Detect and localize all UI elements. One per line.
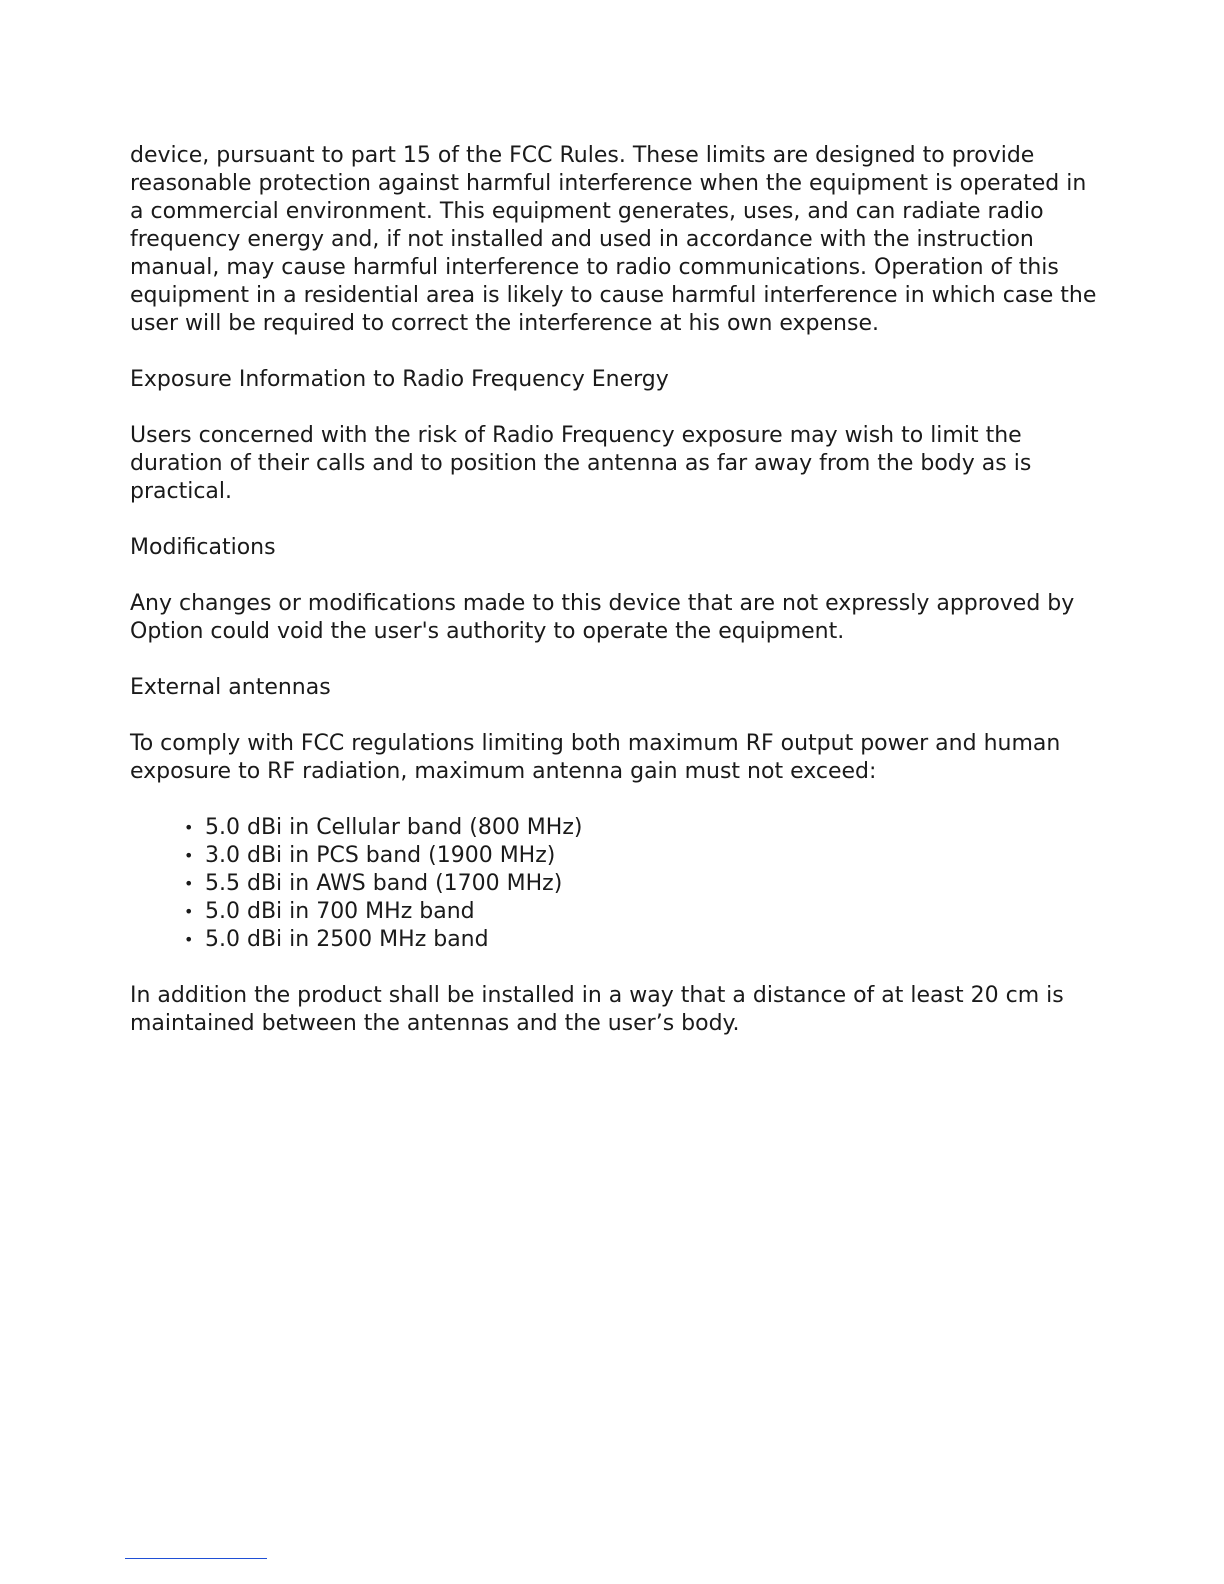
bullet-icon: • (184, 818, 194, 837)
text-line: device, pursuant to part 15 of the FCC Rules. These limits are designed to provide (130, 143, 1035, 168)
text-line: Users concerned with the risk of Radio Frequency exposure may wish to limit the (130, 423, 1022, 448)
external-antennas-paragraph (130, 730, 1090, 786)
text-line: maintained between the antennas and the user’s body. (130, 1011, 740, 1036)
text-line: frequency energy and, if not installed and used in accordance with the instruction (130, 227, 1034, 252)
text-line: To comply with FCC regulations limiting both maximum RF output power and human (130, 731, 1061, 756)
exposure-paragraph (130, 422, 1090, 506)
text-line: reasonable protection against harmful interference when the equipment is operated in (130, 171, 1087, 196)
text-line: practical. (130, 479, 233, 504)
installation-distance-paragraph (130, 982, 1090, 1038)
footnote-divider (125, 1558, 267, 1559)
list-item-text: 5.0 dBi in Cellular band (800 MHz) (205, 815, 583, 840)
antenna-gain-list (130, 814, 1090, 954)
text-line: exposure to RF radiation, maximum antenna gain must not exceed: (130, 759, 877, 784)
text-line: duration of their calls and to position the antenna as far away from the body as is (130, 451, 1032, 476)
list-item-text: 5.5 dBi in AWS band (1700 MHz) (205, 871, 563, 896)
list-item (184, 926, 1090, 954)
external-antennas-heading: External antennas (130, 675, 331, 700)
list-item (184, 870, 1090, 898)
modifications-heading: Modifications (130, 535, 276, 560)
bullet-icon: • (184, 874, 194, 893)
list-item (184, 814, 1090, 842)
text-line: equipment in a residential area is likely to cause harmful interference in which case the (130, 283, 1097, 308)
list-item-text: 3.0 dBi in PCS band (1900 MHz) (205, 843, 556, 868)
bullet-icon: • (184, 930, 194, 949)
intro-paragraph (130, 142, 1097, 338)
text-line: In addition the product shall be installed in a way that a distance of at least 20 cm is (130, 983, 1064, 1008)
bullet-icon: • (184, 902, 194, 921)
exposure-heading: Exposure Information to Radio Frequency Energy (130, 367, 669, 392)
list-item-text: 5.0 dBi in 2500 MHz band (205, 927, 489, 952)
text-line: user will be required to correct the interference at his own expense. (130, 311, 879, 336)
bullet-icon: • (184, 846, 194, 865)
list-item (184, 842, 1090, 870)
text-line: Option could void the user's authority to operate the equipment. (130, 619, 845, 644)
text-line: manual, may cause harmful interference to radio communications. Operation of this (130, 255, 1059, 280)
modifications-paragraph (130, 590, 1090, 646)
list-item (184, 898, 1090, 926)
list-item-text: 5.0 dBi in 700 MHz band (205, 899, 475, 924)
text-line: Any changes or modifications made to this device that are not expressly approved by (130, 591, 1075, 616)
text-line: a commercial environment. This equipment generates, uses, and can radiate radio (130, 199, 1044, 224)
document-body (130, 142, 1097, 1066)
